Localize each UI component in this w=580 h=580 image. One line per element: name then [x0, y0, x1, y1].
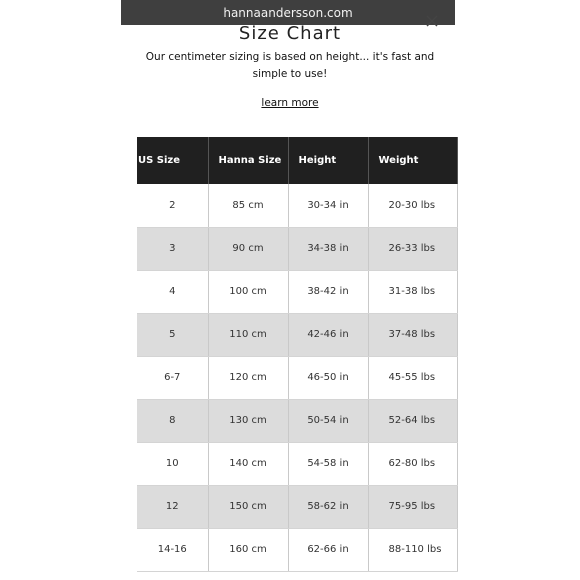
header-weight: Weight [368, 137, 457, 184]
cell-us-size: 5 [137, 313, 208, 356]
cell-height: 58-62 in [288, 485, 368, 528]
table-row [137, 485, 457, 528]
size-chart-table-container [137, 137, 442, 580]
cell-height: 50-54 in [288, 399, 368, 442]
table-row [137, 227, 457, 270]
cell-weight: 37-48 lbs [368, 313, 457, 356]
page-title: Size Chart [238, 23, 342, 44]
learn-more-link[interactable]: learn more [261, 97, 319, 109]
cell-us-size: 14-16 [137, 528, 208, 571]
size-chart-table [137, 137, 458, 572]
cell-us-size: 10 [137, 442, 208, 485]
cell-height: 54-58 in [288, 442, 368, 485]
cell-hanna-size: 85 cm [208, 184, 288, 227]
cell-hanna-size: 110 cm [208, 313, 288, 356]
table-row [137, 270, 457, 313]
cell-us-size: 4 [137, 270, 208, 313]
cell-weight: 88-110 lbs [368, 528, 457, 571]
cell-us-size: 8 [137, 399, 208, 442]
cell-us-size: 6-7 [137, 356, 208, 399]
cell-weight: 52-64 lbs [368, 399, 457, 442]
cell-weight: 31-38 lbs [368, 270, 457, 313]
cell-height: 38-42 in [288, 270, 368, 313]
table-row [137, 184, 457, 227]
table-row [137, 442, 457, 485]
cell-hanna-size: 100 cm [208, 270, 288, 313]
header-us-size: US Size [137, 137, 208, 184]
cell-height: 62-66 in [288, 528, 368, 571]
cell-hanna-size: 90 cm [208, 227, 288, 270]
cell-weight: 62-80 lbs [368, 442, 457, 485]
cell-height: 42-46 in [288, 313, 368, 356]
table-row [137, 399, 457, 442]
cell-weight: 26-33 lbs [368, 227, 457, 270]
cell-height: 34-38 in [288, 227, 368, 270]
cell-us-size: 3 [137, 227, 208, 270]
cell-hanna-size: 130 cm [208, 399, 288, 442]
cell-height: 30-34 in [288, 184, 368, 227]
cell-weight: 20-30 lbs [368, 184, 457, 227]
url-text: hannaandersson.com [223, 5, 353, 20]
table-row [137, 313, 457, 356]
cell-hanna-size: 140 cm [208, 442, 288, 485]
table-row [137, 356, 457, 399]
cell-weight: 75-95 lbs [368, 485, 457, 528]
header-height: Height [288, 137, 368, 184]
cell-weight: 45-55 lbs [368, 356, 457, 399]
cell-hanna-size: 160 cm [208, 528, 288, 571]
cell-height: 46-50 in [288, 356, 368, 399]
cell-hanna-size: 150 cm [208, 485, 288, 528]
cell-hanna-size: 120 cm [208, 356, 288, 399]
intro-text: Our centimeter sizing is based on height... it's fast and simple to use! [145, 51, 435, 80]
table-row [137, 528, 457, 571]
header-hanna-size: Hanna Size [208, 137, 288, 184]
table-header-row [137, 137, 457, 184]
cell-us-size: 12 [137, 485, 208, 528]
cell-us-size: 2 [137, 184, 208, 227]
